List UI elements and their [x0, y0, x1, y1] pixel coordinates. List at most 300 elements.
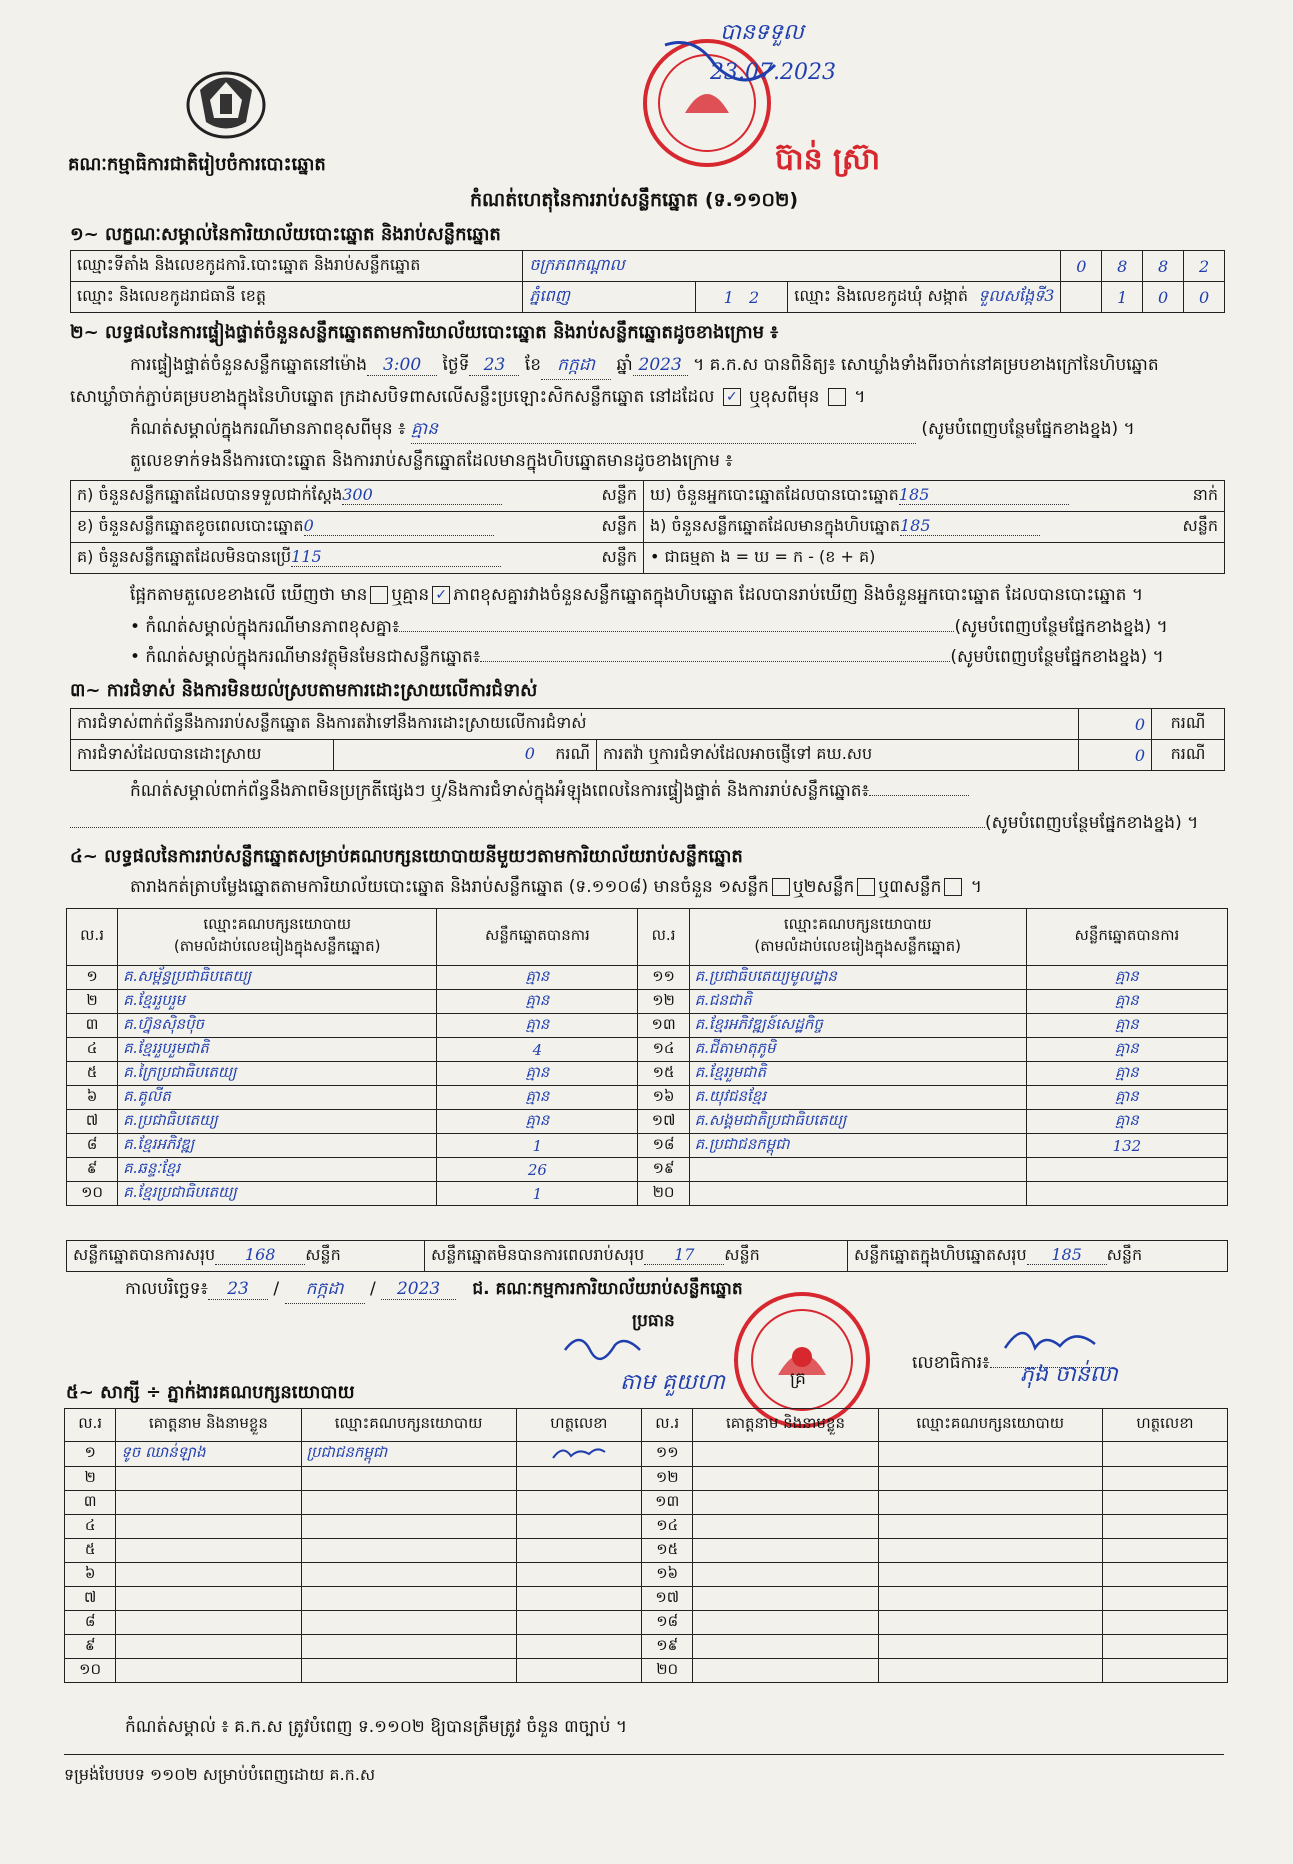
row-no: ១៤: [638, 1038, 689, 1062]
witness-name: [693, 1539, 878, 1563]
table-row: [65, 1539, 1228, 1563]
row-no: ២: [65, 1467, 116, 1491]
row-no: ៩: [67, 1158, 118, 1182]
unit-label: សន្លឹក: [601, 516, 637, 535]
verify-line1: [130, 354, 1230, 380]
section1-table: [70, 250, 1225, 313]
col-party-label: ឈ្មោះគណបក្សនយោបាយ: [203, 915, 352, 933]
party-name: គ.ប្រជាធិបតេយ្យ: [118, 1110, 437, 1134]
row-no: ១៨: [642, 1611, 693, 1635]
chair-name: តាម គួយហា: [620, 1370, 725, 1395]
party-votes: គ្មាន: [1026, 990, 1227, 1014]
witness-name: [116, 1587, 301, 1611]
date-month: កក្កដា: [285, 1278, 365, 1304]
witness-party: [878, 1515, 1102, 1539]
org-name: គណៈកម្មាធិការជាតិរៀបចំការបោះឆ្នោត: [68, 154, 326, 175]
party-votes: គ្មាន: [437, 1014, 638, 1038]
resolved-label: ការជំទាស់ដែលបានដោះស្រាយ: [71, 740, 334, 771]
date-line: កាលបរិច្ឆេទ៖ 23 / កក្កដា / 2023 ជ. គណៈកម្មការការិយាល័យរាប់សន្លឹកឆ្នោត: [125, 1278, 743, 1304]
party-votes: គ្មាន: [1026, 1110, 1227, 1134]
note1-value: គ្មាន: [411, 418, 916, 444]
row-no: ១៥: [642, 1539, 693, 1563]
commune-cell: [788, 282, 1061, 313]
section3-fill: [70, 812, 1198, 837]
chair-signature-icon: [560, 1325, 650, 1365]
party-votes: គ្មាន: [437, 1086, 638, 1110]
location-code-digit: 8: [1102, 251, 1143, 282]
unit-label: ករណី: [1152, 709, 1225, 740]
party-name: គ.សម្ព័ន្ធ​ប្រជាធិបតេយ្យ: [118, 966, 437, 990]
witness-signature: [516, 1563, 641, 1587]
form-title: កំណត់ហេតុនៃការរាប់សន្លឹកឆ្នោត (ទ.១១០២): [470, 189, 799, 211]
verify-time: 3:00: [367, 355, 437, 376]
witness-signature: [1102, 1611, 1227, 1635]
table-row: [67, 1086, 1228, 1110]
row-no: ១១: [638, 966, 689, 990]
table-row: [67, 1062, 1228, 1086]
row-no: ១៦: [642, 1563, 693, 1587]
voters-label: ឃ) ចំនួនអ្នកបោះឆ្នោតដែលបានបោះឆ្នោត: [650, 485, 899, 504]
verify-month: កក្កដា: [541, 354, 611, 380]
row-no: ១៩: [638, 1158, 689, 1182]
voters-value: 185: [899, 485, 1069, 505]
witness-table: [64, 1408, 1228, 1683]
verify-text: ថ្ងៃទី: [442, 355, 470, 375]
row-no: ៣: [67, 1014, 118, 1038]
bullet2-label: • កំណត់សម្គាល់ក្នុងករណីមានវត្ថុមិនមែនជាសន្លឹកឆ្នោត៖: [130, 647, 481, 667]
total-valid-label: សន្លឹកឆ្នោតបានការសរុប: [73, 1245, 216, 1264]
section4-title: ៤~ លទ្ធផលនៃការរាប់សន្លឹកឆ្នោតសម្រាប់គណបក្សនយោបាយនីមួយៗតាមការិយាល័យរាប់សន្លឹកឆ្នោត: [70, 846, 743, 867]
unit-label: សន្លឹក: [601, 485, 637, 504]
appeal-value: 0: [1079, 740, 1152, 771]
location-label: ឈ្មោះទីតាំង និងលេខកូដការិ.បោះឆ្នោត និងរាប់សន្លឹកឆ្នោត: [71, 251, 523, 282]
stamp-date: 23.07.2023: [710, 60, 836, 85]
row-no: ២០: [638, 1182, 689, 1206]
party-name: គ.ខ្មែរ​រួបរួម: [118, 990, 437, 1014]
location-value: ចក្រភព​កណ្តាល: [523, 251, 1061, 282]
row-no: ៤: [65, 1515, 116, 1539]
witness-name: [693, 1659, 878, 1683]
total-box-value: 185: [1027, 1245, 1107, 1265]
total-valid-cell: [67, 1241, 425, 1272]
col-name: គោត្តនាម និងនាមខ្លួន: [116, 1409, 301, 1442]
fill-more-note: (សូមបំពេញបន្ថែមផ្នែកខាងខ្នង) ។: [954, 617, 1168, 637]
location-code-digit: 0: [1061, 251, 1102, 282]
witness-signature: [516, 1442, 641, 1467]
party-votes: គ្មាន: [1026, 966, 1227, 990]
stamp-note: បានទទួល: [720, 20, 804, 45]
row-no: ២០: [642, 1659, 693, 1683]
row-no: ៥: [65, 1539, 116, 1563]
province-code: [695, 282, 788, 313]
received-value: 300: [342, 485, 502, 505]
detail-intro: តួលេខទាក់ទងនឹងការបោះឆ្នោត និងការរាប់សន្លឹកឆ្នោតដែលមានក្នុងហិបឆ្នោតមានដូចខាងក្រោម ៖: [130, 451, 733, 471]
section3-title: ៣~ ការជំទាស់ និងការមិនយល់ស្របតាមការដោះស្រាយលើការជំទាស់: [70, 680, 538, 701]
irregularity-note: កំណត់សម្គាល់ពាក់ព័ន្ធនឹងភាពមិនប្រក្រតីផ្សេងៗ ឬ/និងការជំទាស់ក្នុងអំឡុងពេលនៃការផ្ទៀងផ្ទាត់ និងការរាប់សន្លឹកឆ្នោត៖: [130, 781, 870, 801]
party-name: គ.ជីតាមាតុភូមិ: [689, 1038, 1026, 1062]
commune-code-digit: 0: [1184, 282, 1225, 313]
province-code-digit: 2: [749, 287, 760, 307]
unit-label: ករណី: [555, 744, 590, 763]
note1-line: [130, 418, 1135, 444]
witness-signature: [1102, 1442, 1227, 1467]
unit-label: សន្លឹក: [724, 1245, 760, 1264]
row-no: ១៣: [642, 1491, 693, 1515]
table-row: [65, 1515, 1228, 1539]
witness-signature: [1102, 1491, 1227, 1515]
commune-code-digit: 1: [1102, 282, 1143, 313]
footer-text: ទម្រង់បែបបទ ១១០២ សម្រាប់បំពេញដោយ គ.ក.ស: [64, 1765, 376, 1784]
difference-yes-checkbox[interactable]: [370, 586, 388, 604]
secretary-label: លេខាធិការ៖: [912, 1352, 1110, 1377]
party-name: គ.ប្រជាជនកម្ពុជា: [689, 1134, 1026, 1158]
compare-text: ឬគ្មាន: [391, 585, 430, 605]
party-name: គ.ខ្មែររួបរួមជាតិ: [118, 1038, 437, 1062]
witness-party: [301, 1539, 516, 1563]
total-box-label: សន្លឹកឆ្នោតក្នុងហិបឆ្នោតសរុប: [854, 1245, 1027, 1264]
fill-more-note: (សូមបំពេញបន្ថែមផ្នែកខាងខ្នង) ។: [985, 813, 1199, 833]
sheet-count-text: ឬ៣សន្លឹក: [878, 877, 942, 897]
party-results-table: [66, 908, 1228, 1206]
witness-name: [693, 1467, 878, 1491]
row-no: ១៣: [638, 1014, 689, 1038]
date-label: កាលបរិច្ឆេទ៖: [125, 1279, 209, 1299]
col-party: ឈ្មោះគណបក្សនយោបាយ: [301, 1409, 516, 1442]
witness-party: [878, 1587, 1102, 1611]
witness-party: [878, 1563, 1102, 1587]
party-votes: គ្មាន: [437, 1110, 638, 1134]
row-no: ៣: [65, 1491, 116, 1515]
location-code-digit: 2: [1184, 251, 1225, 282]
bullet1-line: [130, 616, 1168, 641]
row-no: ១០: [67, 1182, 118, 1206]
party-name: គ.ប្រជាធិបតេយ្យ​មូលដ្ឋាន: [689, 966, 1026, 990]
chair-label: ប្រធាន: [632, 1311, 675, 1331]
row-no: ១៥: [638, 1062, 689, 1086]
unit-label: សន្លឹក: [305, 1245, 341, 1264]
party-votes: 132: [1026, 1134, 1227, 1158]
col-sign: ហត្ថលេខា: [1102, 1409, 1227, 1442]
party-votes: គ្មាន: [437, 990, 638, 1014]
total-valid-value: 168: [215, 1245, 305, 1265]
witness-party: [301, 1659, 516, 1683]
col-party-sub: (តាមលំដាប់លេខរៀងក្នុងសន្លឹកឆ្នោត): [754, 937, 962, 955]
row-no: ១២: [638, 990, 689, 1014]
party-name: គ.ខ្មែររួមជាតិ: [689, 1062, 1026, 1086]
compare-text: ភាពខុសគ្នារវាងចំនួនសន្លឹកឆ្នោតក្នុងហិបឆ្នោត ដែលបានរាប់ឃើញ និងចំនួនអ្នកបោះឆ្នោត ដែលបានបោះឆ្នោត ។: [453, 585, 1144, 605]
secretary-name: ភុង ចាន់លា: [1020, 1362, 1118, 1387]
verify-text: ។ គ.ក.ស បានពិនិត្យ៖ សោឃ្លាំងទាំងពីរចាក់នៅគម្របខាងក្រៅនៃហិបឆ្នោត: [693, 355, 1159, 375]
party-name: [689, 1182, 1026, 1206]
inbox-label: ង) ចំនួនសន្លឹកឆ្នោតដែលមានក្នុងហិបឆ្នោត: [650, 516, 900, 535]
verify-text: ឬខុសពីមុន: [749, 387, 820, 407]
row-no: ៦: [67, 1086, 118, 1110]
table-row: [65, 1659, 1228, 1683]
row-no: ៨: [65, 1611, 116, 1635]
resolved-value: 0: [524, 744, 535, 763]
witness-name: [116, 1659, 301, 1683]
col-name: គោត្តនាម និងនាមខ្លួន: [693, 1409, 878, 1442]
blank-cell: [1061, 282, 1102, 313]
row-no: ១៧: [642, 1587, 693, 1611]
party-votes: គ្មាន: [1026, 1086, 1227, 1110]
table-row: [67, 990, 1228, 1014]
witness-signature: [1102, 1587, 1227, 1611]
witness-party: [878, 1635, 1102, 1659]
witness-signature: [516, 1491, 641, 1515]
row-no: ១៤: [642, 1515, 693, 1539]
party-name: គ.គូលីត: [118, 1086, 437, 1110]
row-no: ៧: [67, 1110, 118, 1134]
party-name: គ.សង្គមជាតិ​ប្រជាធិបតេយ្យ: [689, 1110, 1026, 1134]
row-no: ១០: [65, 1659, 116, 1683]
witness-signature: [1102, 1659, 1227, 1683]
witness-name: [693, 1515, 878, 1539]
party-votes: 1: [437, 1182, 638, 1206]
party-name: គ.យុវជនខ្មែរ: [689, 1086, 1026, 1110]
section1-title: ១~ លក្ខណៈសម្គាល់នៃការិយាល័យបោះឆ្នោត និងរាប់សន្លឹកឆ្នោត: [70, 224, 501, 245]
totals-table: [66, 1240, 1228, 1272]
sheet-count-text: តារាងកត់ត្រាបម្លែងឆ្នោតតាមការិយាល័យបោះឆ្នោត និងរាប់សន្លឹកឆ្នោត (ទ.១១០៨) មានចំនួន ១សន្លឹក: [130, 877, 769, 897]
received-cell: [71, 481, 644, 512]
objection-value: 0: [1079, 709, 1152, 740]
col-sign: ហត្ថលេខា: [516, 1409, 641, 1442]
inbox-cell: [644, 512, 1225, 543]
col-party-sub: (តាមលំដាប់លេខរៀងក្នុងសន្លឹកឆ្នោត): [173, 937, 381, 955]
unused-label: គ) ចំនួនសន្លឹកឆ្នោតដែលមិនបានប្រើ: [77, 547, 292, 566]
footer-divider: [64, 1754, 1224, 1755]
row-no: ៥: [67, 1062, 118, 1086]
witness-party: [301, 1587, 516, 1611]
party-votes: គ្មាន: [437, 966, 638, 990]
objection-label: ការជំទាស់ពាក់ព័ន្ធនឹងការរាប់សន្លឹកឆ្នោត និងការតវ៉ាទៅនឹងការដោះស្រាយលើការជំទាស់: [71, 709, 1079, 740]
witness-signature: [1102, 1515, 1227, 1539]
party-votes: 4: [437, 1038, 638, 1062]
col-no: ល.រ: [65, 1409, 116, 1442]
row-no: ១១: [642, 1442, 693, 1467]
witness-signature: [516, 1611, 641, 1635]
witness-signature: [516, 1659, 641, 1683]
table-row: [65, 1587, 1228, 1611]
witness-name: ទូច ឈាន់ឡាង: [116, 1442, 301, 1467]
inbox-value: 185: [900, 516, 1040, 536]
table-row: [67, 1014, 1228, 1038]
province-value: ភ្នំពេញ: [523, 282, 695, 313]
province-code-digit: 1: [723, 287, 734, 307]
row-no: ១២: [642, 1467, 693, 1491]
party-votes: 1: [437, 1134, 638, 1158]
compare-text: ផ្អែកតាមតួលេខខាងលើ ឃើញថា មាន: [130, 585, 368, 605]
col-no: ល.រ: [67, 909, 118, 966]
witness-party: [878, 1467, 1102, 1491]
witness-signature: [516, 1635, 641, 1659]
row-no: ១៦: [638, 1086, 689, 1110]
total-invalid-label: សន្លឹកឆ្នោតមិនបានការពេលរាប់សរុប: [431, 1245, 645, 1264]
section3-note: [130, 780, 969, 805]
witness-name: [693, 1611, 878, 1635]
table-row: [67, 1182, 1228, 1206]
party-votes: 26: [437, 1158, 638, 1182]
one-sheet-checkbox[interactable]: [772, 878, 790, 896]
witness-signature: [1102, 1635, 1227, 1659]
table-row: [65, 1635, 1228, 1659]
witness-party: [301, 1611, 516, 1635]
witness-signature: [1102, 1563, 1227, 1587]
witness-signature: [516, 1515, 641, 1539]
section2-title: ២~ លទ្ធផលនៃការផ្ទៀងផ្ទាត់ចំនួនសន្លឹកឆ្នោតតាមការិយាល័យបោះឆ្នោត និងរាប់សន្លឹកឆ្នោតដូចខាងក្រោម ៖: [70, 322, 779, 343]
witness-party: [301, 1515, 516, 1539]
table-row: [65, 1442, 1228, 1467]
witness-name: [116, 1467, 301, 1491]
row-no: ៤: [67, 1038, 118, 1062]
unit-label: សន្លឹក: [1182, 516, 1218, 535]
date-day: 23: [208, 1279, 268, 1300]
row-no: ១: [65, 1442, 116, 1467]
voters-cell: [644, 481, 1225, 512]
party-votes: គ្មាន: [1026, 1038, 1227, 1062]
witness-name: [693, 1587, 878, 1611]
difference-no-checkbox[interactable]: ✓: [432, 586, 450, 604]
witness-name: [116, 1563, 301, 1587]
table-row: [65, 1467, 1228, 1491]
section5-title: ៥~ សាក្សី ÷ ភ្នាក់ងារគណបក្សនយោបាយ: [66, 1382, 355, 1403]
verify-text: សោឃ្លាំចាក់ភ្ជាប់គម្របខាងក្នុងនៃហិបឆ្នោត ក្រដាសបិទពាសលើសន្លឹះប្រឡោះសិកសន្លឹកឆ្នោត នៅដដែល: [70, 387, 715, 407]
received-label: ក) ចំនួនសន្លឹកឆ្នោតដែលបានទទួលជាក់ស្តែង: [77, 485, 343, 504]
unit-label: សន្លឹក: [601, 547, 637, 566]
verify-text: ឆ្នាំ: [616, 355, 633, 375]
witness-party: [878, 1539, 1102, 1563]
verify-day: 23: [469, 355, 519, 376]
unused-value: 115: [291, 547, 501, 567]
col-party: [118, 909, 437, 966]
total-invalid-value: 17: [644, 1245, 724, 1265]
table-row: [65, 1563, 1228, 1587]
row-no: ២: [67, 990, 118, 1014]
party-name: គ.ខ្មែរ​អភិវឌ្ឍន៍​សេដ្ឋកិច្ច: [689, 1014, 1026, 1038]
row-no: ១៧: [638, 1110, 689, 1134]
witness-signature: [516, 1539, 641, 1563]
bullet2-line: [130, 646, 1164, 671]
unit-label: សន្លឹក: [1106, 1245, 1143, 1264]
spoiled-cell: [71, 512, 644, 543]
sheet-count-text: ឬ២សន្លឹក: [792, 877, 855, 897]
table-row: [67, 1038, 1228, 1062]
party-votes: គ្មាន: [437, 1062, 638, 1086]
objection-table: [70, 708, 1225, 771]
location-code-digit: 8: [1143, 251, 1184, 282]
witness-name: [116, 1515, 301, 1539]
spoiled-value: 0: [304, 516, 494, 536]
table-row: [67, 1134, 1228, 1158]
witness-name: [693, 1442, 878, 1467]
table-row: [67, 1110, 1228, 1134]
member-label: គ្រ: [790, 1369, 806, 1389]
verify-text: ខែ: [524, 355, 542, 375]
two-sheet-checkbox[interactable]: [857, 878, 875, 896]
party-votes: [1026, 1182, 1227, 1206]
different-checkbox[interactable]: [828, 388, 846, 406]
witness-party: [878, 1659, 1102, 1683]
fill-more-note: (សូមបំពេញបន្ថែមផ្នែកខាងខ្នង) ។: [921, 419, 1135, 439]
verify-year: 2023: [633, 355, 688, 376]
col-party: [689, 909, 1026, 966]
spoiled-label: ខ) ចំនួនសន្លឹកឆ្នោតខូចពេលបោះឆ្នោត: [77, 516, 304, 535]
witness-signature: [516, 1467, 641, 1491]
witness-name: [693, 1635, 878, 1659]
row-no: ១៨: [638, 1134, 689, 1158]
party-name: [689, 1158, 1026, 1182]
party-name: គ.ហ្វ៊ុនស៊ិនប៉ិច: [118, 1014, 437, 1038]
verify-text: ការផ្ទៀងផ្ទាត់ចំនួនសន្លឹកឆ្នោតនៅម៉ោង: [130, 355, 368, 375]
witness-signature: [1102, 1467, 1227, 1491]
commune-label: ឈ្មោះ និងលេខកូដឃុំ សង្កាត់: [794, 286, 969, 305]
verify-line2: [70, 386, 865, 411]
row-no: ៩: [65, 1635, 116, 1659]
commune-code-digit: 0: [1143, 282, 1184, 313]
total-invalid-cell: [425, 1241, 848, 1272]
row-no: ៧: [65, 1587, 116, 1611]
verify-text: ។: [854, 387, 866, 407]
row-no: ១៩: [642, 1635, 693, 1659]
same-checkbox[interactable]: ✓: [723, 388, 741, 406]
witness-party: ប្រជាជនកម្ពុជា: [301, 1442, 516, 1467]
fill-more-note: (សូមបំពេញបន្ថែមផ្នែកខាងខ្នង) ។: [950, 647, 1164, 667]
section5-note: កំណត់សម្គាល់ ៖ គ.ក.ស ត្រូវបំពេញ ទ.១១០២ ឱ្យបានត្រឹមត្រូវ ចំនួន ៣ច្បាប់ ។: [125, 1717, 628, 1737]
witness-signature: [1102, 1539, 1227, 1563]
party-votes: [1026, 1158, 1227, 1182]
committee-title: ជ. គណៈកម្មការការិយាល័យរាប់សន្លឹកឆ្នោត: [472, 1279, 743, 1299]
table-row: [65, 1491, 1228, 1515]
party-name: គ.ឆន្ទៈខ្មែរ: [118, 1158, 437, 1182]
row-no: ១: [67, 966, 118, 990]
ballot-count-table: [70, 480, 1225, 574]
witness-party: [301, 1467, 516, 1491]
col-votes: សន្លឹកឆ្នោតបានការ: [1026, 909, 1227, 966]
party-name: គ.ខ្មែរ​ប្រជាធិបតេយ្យ: [118, 1182, 437, 1206]
row-no: ៨: [67, 1134, 118, 1158]
province-label: ឈ្មោះ និងលេខកូដរាជធានី ខេត្ត: [71, 282, 523, 313]
witness-name: [116, 1491, 301, 1515]
unused-cell: [71, 543, 644, 574]
witness-signature-icon: [549, 1442, 609, 1462]
witness-party: [878, 1442, 1102, 1467]
witness-party: [878, 1491, 1102, 1515]
table-row: [67, 966, 1228, 990]
three-sheet-checkbox[interactable]: [944, 878, 962, 896]
party-name: គ.ជនជាតិ: [689, 990, 1026, 1014]
witness-party: [301, 1635, 516, 1659]
party-votes: គ្មាន: [1026, 1062, 1227, 1086]
col-no: ល.រ: [638, 909, 689, 966]
unit-label: នាក់: [1192, 485, 1218, 504]
appeal-label: ការតវ៉ា ឬការជំទាស់ដែលអាចផ្ញើទៅ គឃ.សប: [597, 740, 1079, 771]
witness-name: [116, 1635, 301, 1659]
witness-party: [878, 1611, 1102, 1635]
witness-party: [301, 1563, 516, 1587]
col-party-label: ឈ្មោះគណបក្សនយោបាយ: [783, 915, 932, 933]
witness-signature: [516, 1587, 641, 1611]
section4-intro: តារាងកត់ត្រាបម្លែងឆ្នោតតាមការិយាល័យបោះឆ្នោត និងរាប់សន្លឹកឆ្នោត (ទ.១១០៨) មានចំនួន ១សន្លឹក ឬ២សន្លឹក ឬ៣សន្លឹក ។: [130, 877, 983, 897]
witness-name: [116, 1611, 301, 1635]
secretary-text: លេខាធិការ: [912, 1353, 983, 1373]
witness-party: [301, 1491, 516, 1515]
witness-name: [693, 1563, 878, 1587]
commune-value: ទួលសង្កែ​ទី​3: [978, 286, 1055, 305]
compare-line: [130, 584, 1143, 609]
formula-cell: • ជាធម្មតា ង = ឃ = ក - (ខ + គ): [644, 543, 1225, 574]
col-party: ឈ្មោះគណបក្សនយោបាយ: [878, 1409, 1102, 1442]
nec-emblem-icon: [180, 60, 272, 142]
